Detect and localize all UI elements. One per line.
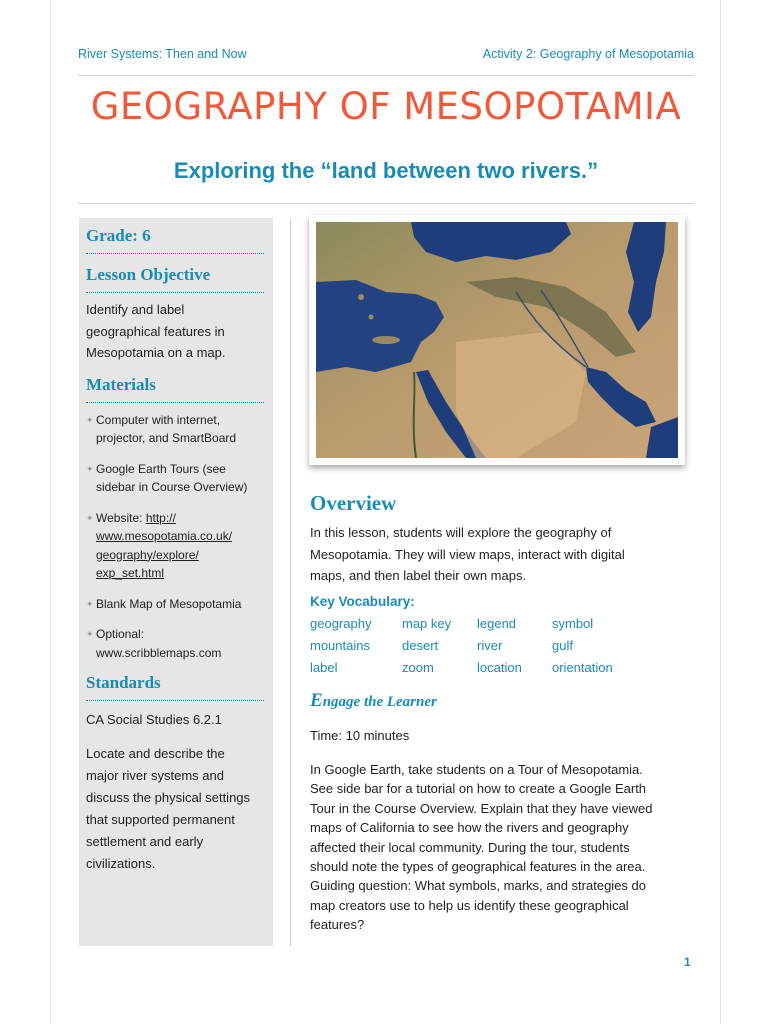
vocabulary-term: symbol xyxy=(552,616,594,631)
material-line: www.scribblemaps.com xyxy=(96,645,222,660)
material-line xyxy=(96,564,266,583)
vocabulary-term: gulf xyxy=(552,638,573,653)
dotted-divider xyxy=(86,253,264,254)
list-item xyxy=(86,595,266,614)
list-item xyxy=(86,411,266,448)
list-item xyxy=(86,509,266,583)
engage-heading-initial: E xyxy=(310,690,323,711)
standard-line: that supported permanent xyxy=(86,811,235,827)
engage-line: should note the types of geographical features in the area. xyxy=(310,859,646,875)
standard-line: Locate and describe the xyxy=(86,745,225,761)
engage-text xyxy=(310,760,682,935)
vocabulary-heading: Key Vocabulary: xyxy=(310,594,415,609)
grade-heading: Grade: 6 xyxy=(86,226,151,245)
website-link[interactable]: exp_set.html xyxy=(96,566,165,580)
material-line xyxy=(96,546,266,565)
page-number: 1 xyxy=(684,955,691,969)
objective-text xyxy=(86,299,266,364)
engage-heading-rest: ngage the Learner xyxy=(322,694,437,710)
satellite-map-image xyxy=(309,215,685,465)
diamond-bullet-icon: ✦ xyxy=(86,512,94,523)
standard-line: major river systems and xyxy=(86,767,224,783)
column-divider xyxy=(290,218,291,946)
website-link[interactable]: geography/explore/ xyxy=(96,547,199,562)
overview-text xyxy=(310,522,682,587)
page-edge-right xyxy=(720,0,721,1024)
material-line: Computer with internet, xyxy=(96,412,221,427)
header-course-title: River Systems: Then and Now xyxy=(78,47,247,61)
standard-text xyxy=(86,743,266,875)
vocabulary-term: mountains xyxy=(310,638,370,653)
vocabulary-term: legend xyxy=(477,616,517,631)
material-line: sidebar in Course Overview) xyxy=(96,480,248,494)
website-link[interactable]: www.mesopotamia.co.uk/ xyxy=(96,529,233,543)
diamond-bullet-icon: ✦ xyxy=(86,414,94,425)
header-divider xyxy=(78,75,694,76)
material-line xyxy=(96,509,266,528)
engage-time: Time: 10 minutes xyxy=(310,728,410,743)
list-item xyxy=(86,460,266,497)
vocabulary-term: geography xyxy=(310,616,372,631)
dotted-divider xyxy=(86,292,264,293)
vocabulary-term: label xyxy=(310,660,338,675)
dotted-divider xyxy=(86,700,264,701)
website-link[interactable]: http:// xyxy=(145,510,176,525)
standard-code: CA Social Studies 6.2.1 xyxy=(86,712,222,727)
engage-line: affected their local community. During the tour, students xyxy=(310,839,630,855)
engage-line: See side bar for a tutorial on how to create a Google Earth xyxy=(310,781,647,797)
standard-line: civilizations. xyxy=(86,855,156,871)
page-title: GEOGRAPHY OF MESOPOTAMIA xyxy=(90,85,682,128)
overview-heading: Overview xyxy=(310,491,397,515)
overview-line: maps, and then label their own maps. xyxy=(310,568,527,583)
vocabulary-term: location xyxy=(477,660,522,675)
diamond-bullet-icon: ✦ xyxy=(86,463,94,474)
engage-line: map creators use to help us identify these geographical xyxy=(310,897,629,913)
objective-line: Identify and label xyxy=(86,302,185,317)
vocabulary-term: map key xyxy=(402,616,452,631)
material-line: Google Earth Tours (see xyxy=(96,461,226,476)
overview-line: Mesopotamia. They will view maps, interact with digital xyxy=(310,546,625,562)
mesopotamia-satellite-map xyxy=(316,222,678,458)
engage-heading xyxy=(310,690,437,712)
running-header xyxy=(78,47,694,67)
materials-list xyxy=(86,411,266,663)
engage-line: In Google Earth, take students on a Tour of Mesopotamia. xyxy=(310,762,643,777)
sidebar-panel xyxy=(79,218,273,946)
list-item xyxy=(86,625,266,662)
engage-line: maps of California to see how the rivers and geography xyxy=(310,820,629,836)
website-label: Website: xyxy=(96,510,146,525)
diamond-bullet-icon: ✦ xyxy=(86,598,94,609)
engage-line: Guiding question: What symbols, marks, and strategies do xyxy=(310,878,646,894)
dotted-divider xyxy=(86,402,264,403)
material-line xyxy=(96,527,266,546)
objective-line: geographical features in xyxy=(86,323,225,339)
objective-heading: Lesson Objective xyxy=(86,265,211,284)
standards-heading: Standards xyxy=(86,673,161,692)
material-line: Optional: xyxy=(96,627,145,641)
objective-line: Mesopotamia on a map. xyxy=(86,345,226,360)
vocabulary-term: zoom xyxy=(402,660,434,675)
page-subtitle: Exploring the “land between two rivers.” xyxy=(173,158,599,183)
overview-line: In this lesson, students will explore the geography of xyxy=(310,525,612,540)
diamond-bullet-icon: ✦ xyxy=(86,629,94,639)
vocabulary-term: river xyxy=(477,638,503,653)
material-line: Blank Map of Mesopotamia xyxy=(96,596,242,611)
page-edge-left xyxy=(50,0,51,1024)
vocabulary-term: orientation xyxy=(552,660,613,675)
materials-heading: Materials xyxy=(86,374,156,394)
engage-line: features? xyxy=(310,917,365,933)
material-line: projector, and SmartBoard xyxy=(96,431,237,445)
header-activity-title: Activity 2: Geography of Mesopotamia xyxy=(482,47,694,61)
sidebar-content xyxy=(86,218,266,875)
standard-line: discuss the physical settings xyxy=(86,789,251,805)
subtitle-divider xyxy=(78,203,694,204)
vocabulary-term: desert xyxy=(402,638,439,653)
engage-line: Tour in the Course Overview. Explain that they have viewed xyxy=(310,800,653,816)
standard-line: settlement and early xyxy=(86,833,204,849)
